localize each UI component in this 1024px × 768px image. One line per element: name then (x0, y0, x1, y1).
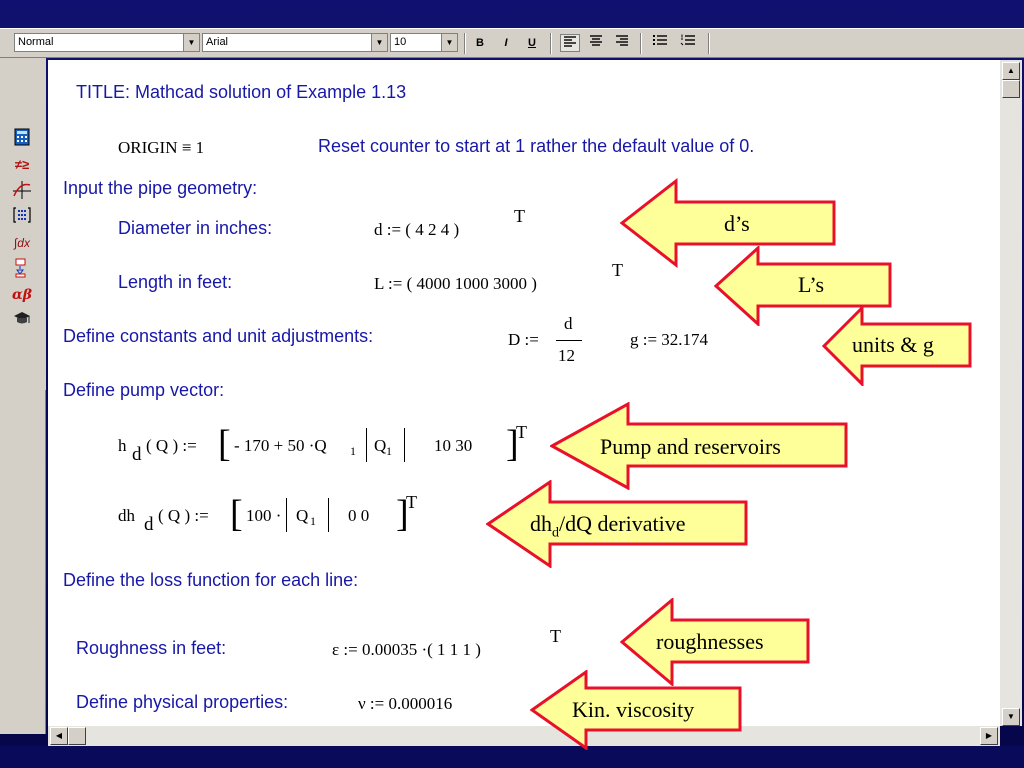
callout-Ls-label: L’s (798, 272, 825, 297)
transpose-mark: T (516, 422, 527, 442)
origin-note: Reset counter to start at 1 rather the default value of 0. (318, 136, 755, 156)
pump-heading: Define pump vector: (63, 380, 225, 400)
callout-pump (550, 402, 848, 490)
greek-icon[interactable]: αβ (11, 287, 33, 303)
augment-bar (286, 498, 287, 532)
style-value: Normal (18, 36, 54, 48)
toolbar-separator (464, 33, 466, 54)
toolbar-separator (550, 33, 552, 54)
toolbar-separator (708, 33, 710, 54)
augment-bar (328, 498, 329, 532)
bullet-list-button[interactable] (650, 34, 670, 52)
geometry-heading: Input the pipe geometry: (63, 178, 258, 198)
transpose-mark: T (550, 626, 561, 646)
derivative-text: dh (530, 511, 552, 536)
length-label: Length in feet: (118, 272, 233, 292)
hd-subscript: d (132, 444, 142, 465)
transpose-mark: T (514, 206, 525, 226)
math-palette-toolbar (0, 58, 46, 390)
dhd-q-subscript: 1 (310, 514, 316, 528)
symbolic-icon[interactable] (10, 310, 34, 332)
D-lhs: D := (508, 330, 539, 349)
origin-definition[interactable]: ORIGIN ≡ 1 (118, 138, 205, 157)
format-toolbar (0, 28, 1024, 58)
underline-button[interactable]: U (528, 37, 536, 49)
font-value: Arial (206, 36, 229, 48)
programming-icon[interactable] (10, 258, 34, 280)
font-size-value: 10 (394, 36, 407, 48)
fraction-bar (556, 340, 582, 341)
bold-button[interactable]: B (476, 37, 484, 49)
calculus-icon[interactable]: ∫dx (14, 236, 30, 250)
right-bracket: ] (396, 493, 409, 535)
callout-ds-label: d’s (724, 211, 750, 236)
callout-units-label: units & g (852, 332, 934, 357)
derivative-subscript: d (552, 525, 559, 541)
horizontal-scrollbar[interactable] (48, 726, 1000, 746)
align-center-button[interactable] (586, 34, 606, 52)
scroll-down-icon[interactable]: ▼ (1002, 708, 1020, 726)
transpose-mark: T (612, 260, 623, 280)
callout-pump-label: Pump and reservoirs (600, 434, 781, 459)
worksheet[interactable] (48, 60, 1000, 726)
callout-units (822, 306, 972, 386)
D-denominator: 12 (558, 346, 575, 365)
scroll-up-icon[interactable]: ▲ (1002, 62, 1020, 80)
roughness-label: Roughness in feet: (76, 638, 227, 658)
italic-button[interactable]: I (504, 37, 508, 49)
hd-constants: 10 30 (434, 436, 473, 455)
graph-icon[interactable] (10, 180, 34, 202)
scroll-left-icon[interactable]: ◀ (50, 727, 68, 745)
diameter-label: Diameter in inches: (118, 218, 273, 238)
diameter-definition[interactable]: d := ( 4 2 4 ) (374, 220, 460, 239)
dhd-constant: 100 · (246, 506, 282, 525)
align-left-button[interactable] (560, 34, 580, 52)
roughness-definition[interactable]: ε := 0.00035 ·( 1 1 1 ) (332, 640, 481, 659)
hd-argument: ( Q ) := (146, 436, 197, 455)
length-definition[interactable]: L := ( 4000 1000 3000 ) (374, 274, 537, 293)
align-right-button[interactable] (612, 34, 632, 52)
right-bracket: ] (506, 423, 519, 465)
hd-q: Q (374, 436, 387, 455)
gravity-definition[interactable]: g := 32.174 (630, 330, 709, 349)
hd-polynomial-subscript: 1 (350, 444, 356, 458)
transpose-mark: T (406, 492, 417, 512)
callout-viscosity (530, 670, 742, 750)
augment-bar (404, 428, 405, 462)
worksheet-title: TITLE: Mathcad solution of Example 1.13 (76, 82, 407, 102)
calculator-icon[interactable] (10, 128, 34, 150)
bullet-list-icon (652, 34, 668, 46)
left-bracket: [ (218, 423, 231, 465)
hd-name: h (118, 436, 127, 455)
chevron-down-icon[interactable]: ▼ (183, 34, 199, 51)
dhd-q: Q (296, 506, 309, 525)
viscosity-definition[interactable]: ν := 0.000016 (358, 694, 453, 713)
toolbar-separator (640, 33, 642, 54)
callout-derivative (486, 480, 748, 568)
scroll-right-icon[interactable]: ▶ (980, 727, 998, 745)
augment-bar (366, 428, 367, 462)
derivative-text: /dQ derivative (559, 511, 686, 536)
properties-label: Define physical properties: (76, 692, 289, 712)
loss-heading: Define the loss function for each line: (63, 570, 359, 590)
font-select[interactable] (202, 33, 388, 52)
dhd-name: dh (118, 506, 135, 525)
hd-q-subscript: 1 (386, 444, 392, 458)
hd-polynomial: - 170 + 50 ·Q (234, 436, 327, 455)
numbered-list-button[interactable] (678, 34, 698, 52)
callout-roughness-label: roughnesses (656, 629, 764, 654)
dhd-zeros: 0 0 (348, 506, 370, 525)
align-right-icon (615, 34, 629, 46)
chevron-down-icon[interactable]: ▼ (441, 34, 457, 51)
align-center-icon (589, 34, 603, 46)
dhd-argument: ( Q ) := (158, 506, 209, 525)
D-numerator: d (564, 314, 573, 333)
font-size-select[interactable] (390, 33, 458, 52)
align-left-icon (563, 35, 577, 47)
numbered-list-icon (680, 34, 696, 46)
style-select[interactable] (14, 33, 200, 52)
chevron-down-icon[interactable]: ▼ (371, 34, 387, 51)
constants-label: Define constants and unit adjustments: (63, 326, 374, 346)
scroll-thumb[interactable] (68, 727, 86, 745)
callout-derivative-label (530, 511, 685, 541)
matrix-icon[interactable] (10, 206, 34, 228)
left-bracket: [ (230, 493, 243, 535)
vertical-scrollbar[interactable] (1000, 60, 1022, 726)
callout-viscosity-label: Kin. viscosity (572, 697, 695, 722)
dhd-subscript: d (144, 514, 154, 535)
boolean-icon[interactable]: ≠≥ (14, 157, 30, 172)
scroll-thumb[interactable] (1002, 80, 1020, 98)
slide-footer (0, 746, 1024, 768)
